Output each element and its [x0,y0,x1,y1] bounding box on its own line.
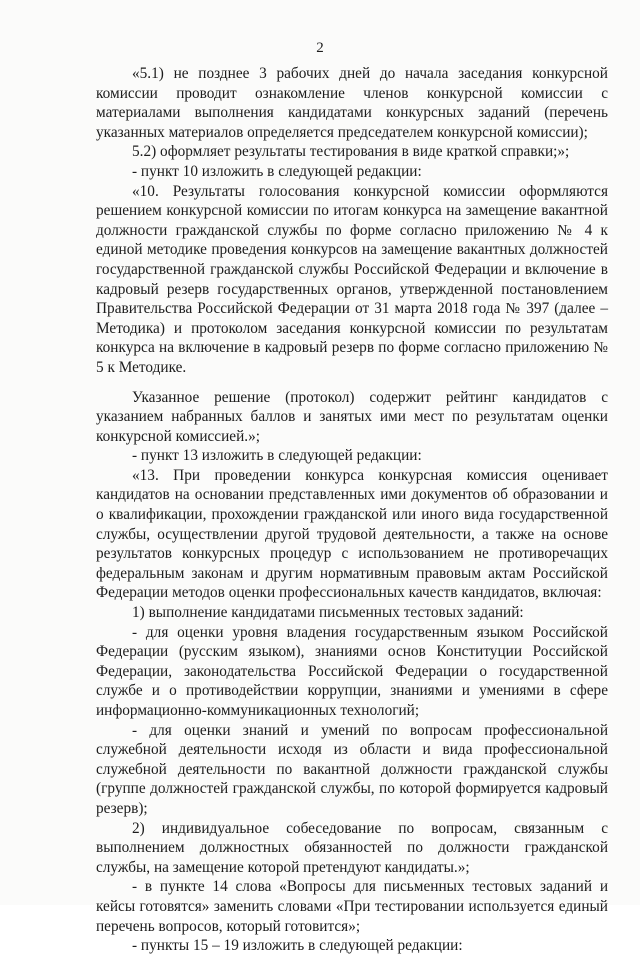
paragraph-5-2: 5.2) оформляет результаты тестирования в виде краткой справки;»; [132,143,570,161]
paragraph-item-2: 2) индивидуальное собеседование по вопросам, связанным с выполнением должностных обязанностей по должности гражданской службы, на замещение которой претендуют кандидаты.»; [96,819,608,876]
paragraph-language-test: - для оценки уровня владения государственным языком Российской Федерации (русским языком), знаниями основ Конституции Российской Федерации, законодательства Российской Федерации о государственной службе и о противодействии коррупции, знаниями и умениями в сфере информационно-коммуникационных технологий; [96,623,608,719]
paragraph-amend-10: - пункт 10 изложить в следующей редакции: [132,162,422,180]
paragraph-item-1: 1) выполнение кандидатами письменных тестовых заданий: [132,604,524,622]
paragraph-10: «10. Результаты голосования конкурсной комиссии оформляются решением конкурсной комиссии по итогам конкурса на замещение вакантной должности гражданской службы по форме согласно приложению № 4 к единой методике проведения конкурсов на замещение вакантных должностей государственной гражданской службы Российской Федерации и включение в кадровый резерв государственных органов, утвержденной постановлением Правительства Российской Федерации от 31 марта 2018 года № 397 (далее – Методика) и протоколом заседания конкурсной комиссии по результатам конкурса на включение в кадровый резерв по форме согласно приложению № 5 к Методике. [96,182,608,376]
page-number: 2 [316,40,324,56]
document-body [96,64,608,956]
paragraph-5-1: «5.1) не позднее 3 рабочих дней до начала заседания конкурсной комиссии проводит ознакомление членов конкурсной комиссии с материалами выполнения кандидатами конкурсных заданий (перечень указанных материалов определяется председателем конкурсной комиссии); [96,65,608,141]
paragraph-professional-test: - для оценки знаний и умений по вопросам профессиональной служебной деятельности исходя из области и вида профессиональной служебной деятельности по вакантной должности гражданской службы (группе должностей гражданской службы, по которой формируется кадровый резерв); [96,721,608,817]
paragraph-amend-13: - пункт 13 изложить в следующей редакции: [132,447,422,465]
paragraph-13: «13. При проведении конкурса конкурсная комиссия оценивает кандидатов на основании представленных ими документов об образовании и о квалификации, прохождении гражданской или иного вида государственной службы, осуществлении другой трудовой деятельности, а также на основе результатов конкурсных процедур с использованием не противоречащих федеральным законам и другим нормативным правовым актам Российской Федерации методов оценки профессиональных качеств кандидатов, включая: [96,466,608,602]
paragraph-amend-15-19: - пункты 15 – 19 изложить в следующей редакции: [132,937,463,955]
paragraph-amend-14: - в пункте 14 слова «Вопросы для письменных тестовых заданий и кейсы готовятся» заменить словами «При тестировании используется единый перечень вопросов, который готовится»; [96,878,608,935]
paragraph-decision: Указанное решение (протокол) содержит рейтинг кандидатов с указанием набранных баллов и занятых ими мест по результатам оценки конкурсной комиссией.»; [96,388,608,445]
